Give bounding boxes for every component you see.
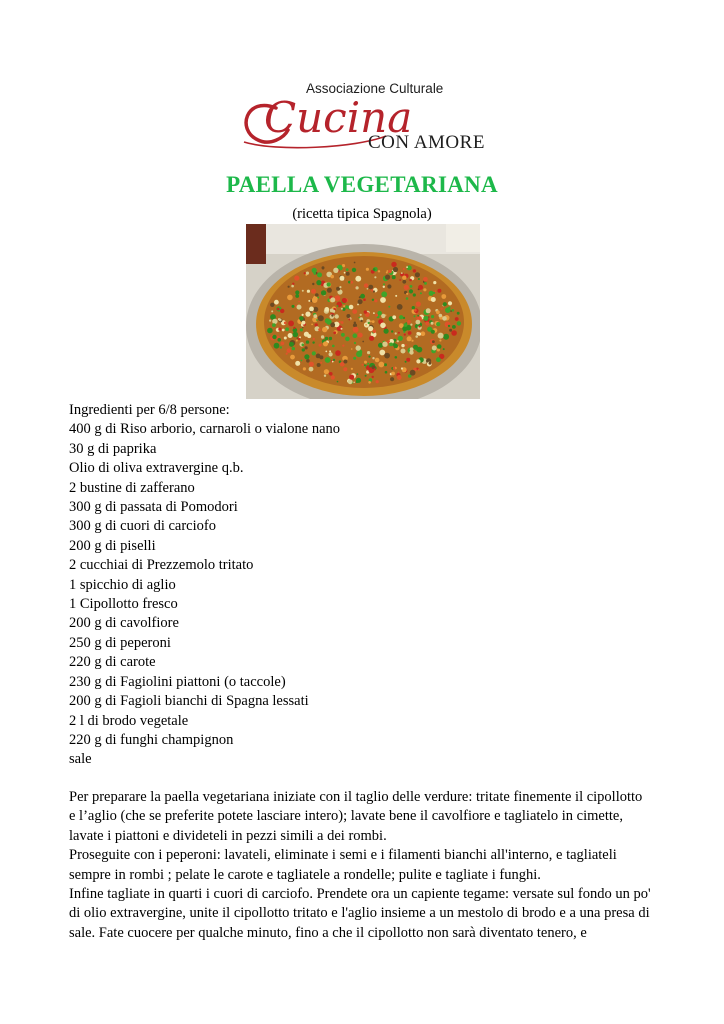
association-logo	[236, 78, 488, 154]
ingredient-item: 230 g di Fagiolini piattoni (o taccole)	[69, 673, 286, 690]
ingredient-item: 300 g di cuori di carciofo	[69, 518, 216, 535]
ingredient-item: 1 spicchio di aglio	[69, 576, 176, 593]
ingredient-item: 220 g di carote	[69, 654, 156, 671]
ingredient-item: 400 g di Riso arborio, carnaroli o vialone nano	[69, 421, 341, 438]
logo-graphic	[236, 78, 488, 154]
ingredient-item: 250 g di peperoni	[69, 634, 171, 651]
ingredient-item: sale	[69, 751, 92, 768]
ingredient-item: 2 l di brodo vegetale	[69, 712, 189, 729]
recipe-title: PAELLA VEGETARIANA	[226, 172, 498, 197]
ingredient-item: 2 bustine di zafferano	[69, 479, 195, 496]
method-line: sempre in rombi ; pelate le carote e tagliatele a rondelle; pulite e tagliate i funghi.	[69, 866, 541, 883]
ingredient-item: 2 cucchiai di Prezzemolo tritato	[69, 557, 254, 574]
ingredient-item: 220 g di funghi champignon	[69, 731, 234, 748]
method-line: di olio extravergine, unite il cipollotto tritato e l'aglio insieme a un mestolo di brodo e a una presa di	[69, 905, 650, 922]
ingredient-item: 30 g di paprika	[69, 440, 157, 457]
method-line: lavate i piattoni e divideteli in pezzi simili a dei rombi.	[69, 827, 387, 844]
method-line: e l’aglio (che se preferite potete lasciare intero); lavate bene il cavolfiore e tagliatelo in cimette,	[69, 808, 623, 825]
recipe-subtitle: (ricetta tipica Spagnola)	[292, 206, 432, 222]
ingredient-item: 1 Cipollotto fresco	[69, 596, 178, 613]
ingredient-item: Olio di oliva extravergine q.b.	[69, 460, 244, 477]
logo-line-3: CON AMORE	[368, 132, 485, 153]
method-text	[69, 788, 669, 943]
ingredient-item: 200 g di cavolfiore	[69, 615, 179, 632]
method-line: sale. Fate cuocere per qualche minuto, fino a che il cipollotto non sarà diventato tenero, e	[69, 924, 587, 941]
method-line: Proseguite con i peperoni: lavateli, eliminate i semi e i filamenti bianchi all'interno, e tagliateli	[69, 847, 617, 864]
ingredients-list	[69, 401, 669, 770]
method-line: Infine tagliate in quarti i cuori di carciofo. Prendete ora un capiente tegame: versate sul fondo un po'	[69, 886, 651, 903]
ingredient-item: 200 g di Fagioli bianchi di Spagna lessati	[69, 693, 309, 710]
logo-line-1: Associazione Culturale	[306, 81, 444, 96]
ingredient-item: 200 g di piselli	[69, 537, 156, 554]
paella-image	[246, 224, 480, 399]
method-line: Per preparare la paella vegetariana iniziate con il taglio delle verdure: tritate finemente il cipollotto	[69, 789, 643, 805]
paella-photo	[246, 224, 480, 399]
ingredients-heading: Ingredienti per 6/8 persone:	[69, 402, 230, 418]
ingredient-item: 300 g di passata di Pomodori	[69, 499, 238, 516]
logo-line-2: Cucina	[264, 93, 413, 142]
